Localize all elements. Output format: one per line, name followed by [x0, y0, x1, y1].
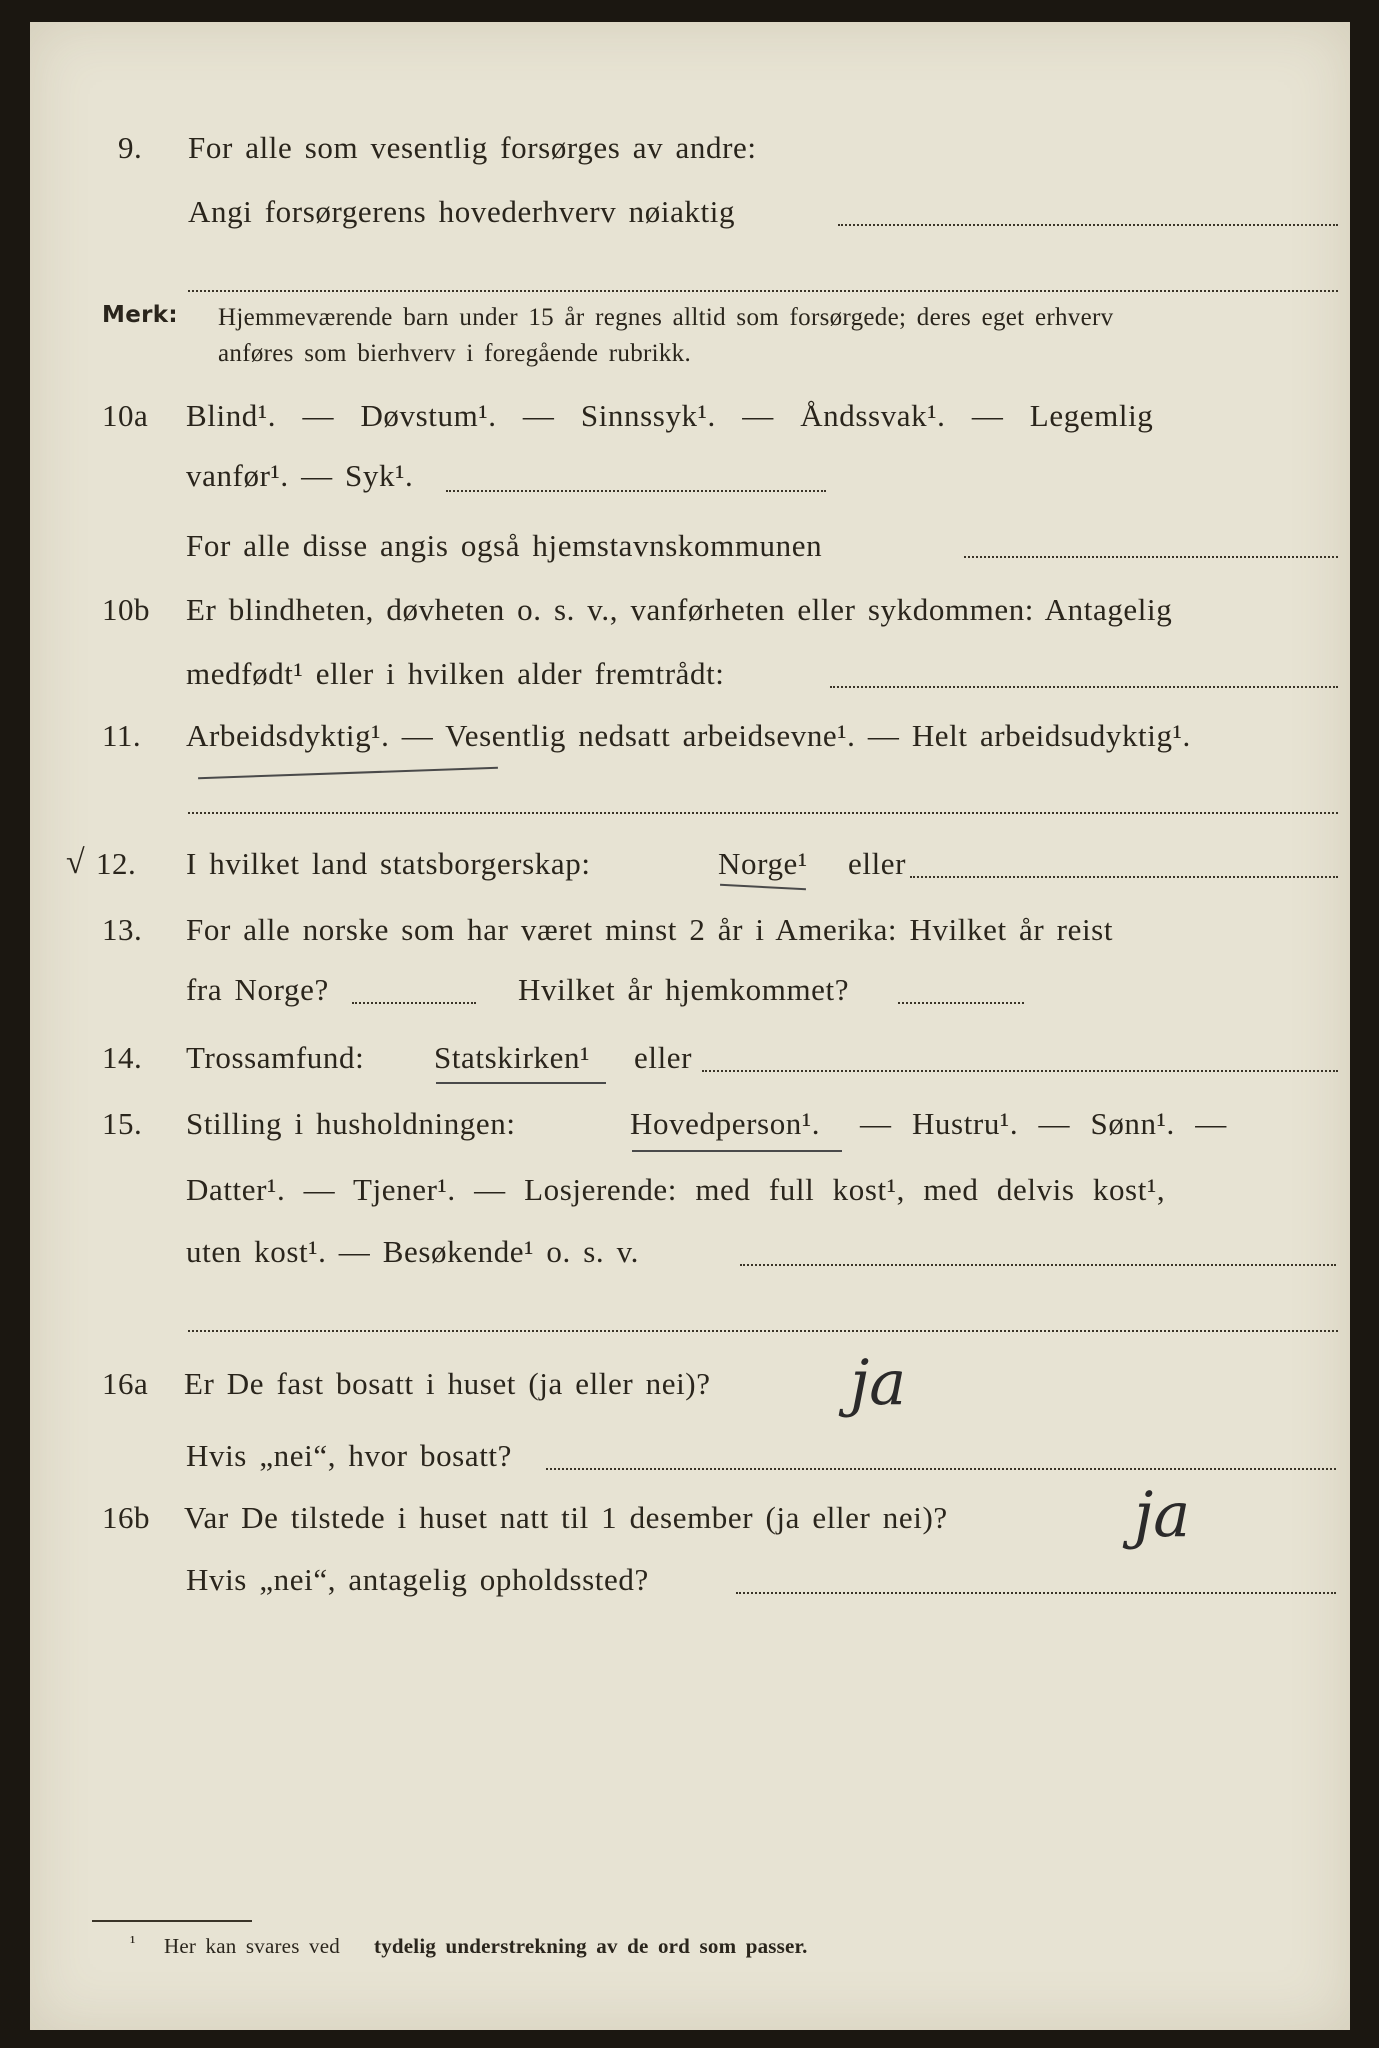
q15-label: Stilling i husholdningen: — [186, 1106, 516, 1141]
q10a-answer-line[interactable] — [446, 490, 826, 492]
q10a-number: 10a — [102, 398, 149, 433]
q16a-line1: Er De fast bosatt i huset (ja eller nei)? — [184, 1366, 711, 1401]
q13-line2a: fra Norge? — [186, 972, 329, 1007]
q15-rest1: — Hustru¹. — Sønn¹. — — [860, 1106, 1227, 1141]
footnote-rule — [92, 1920, 252, 1922]
q9-number: 9. — [118, 130, 143, 165]
q15-line3: uten kost¹. — Besøkende¹ o. s. v. — [186, 1234, 640, 1269]
q14-statskirken: Statskirken¹ — [434, 1040, 590, 1075]
q12-norge: Norge¹ — [718, 846, 808, 881]
merk-label: Merk: — [102, 302, 178, 328]
q11-number: 11. — [102, 718, 142, 753]
q16a-handwritten-answer[interactable]: ja — [850, 1346, 907, 1419]
q10a-line2: vanfør¹. — Syk¹. — [186, 458, 414, 493]
q10a-line1: Blind¹. — Døvstum¹. — Sinnssyk¹. — Åndssvak¹. — Legemlig — [186, 398, 1154, 433]
q14-answer-line[interactable] — [702, 1070, 1338, 1072]
q16b-line1: Var De tilstede i huset natt til 1 desember (ja eller nei)? — [184, 1500, 948, 1535]
q12-answer-line[interactable] — [910, 876, 1338, 878]
q10b-answer-line[interactable] — [830, 686, 1338, 688]
q11-pencil-underline — [198, 767, 498, 779]
q15-line2: Datter¹. — Tjener¹. — Losjerende: med full kost¹, med delvis kost¹, — [186, 1172, 1166, 1207]
q13-hjemkommet-line[interactable] — [898, 1002, 1024, 1004]
q10b-number: 10b — [102, 592, 150, 627]
merk-line2: anføres som bierhverv i foregående rubrikk. — [218, 340, 692, 367]
q13-reist-line[interactable] — [352, 1002, 476, 1004]
q16b-line2: Hvis „nei“, antagelig opholdssted? — [186, 1562, 649, 1597]
q14-label: Trossamfund: — [186, 1040, 365, 1075]
q12-check-mark: √ — [66, 844, 85, 881]
q15-hovedperson: Hovedperson¹. — [630, 1106, 821, 1141]
q9-answer-line[interactable] — [838, 224, 1338, 226]
footnote-mark: ¹ — [130, 1932, 136, 1952]
q9-line1: For alle som vesentlig forsørges av andre: — [188, 130, 757, 165]
q13-line1: For alle norske som har været minst 2 år i Amerika: Hvilket år reist — [186, 912, 1114, 947]
q15-number: 15. — [102, 1106, 143, 1141]
q11-line1: Arbeidsdyktig¹. — Vesentlig nedsatt arbeidsevne¹. — Helt arbeidsudyktig¹. — [186, 718, 1191, 753]
q15-answer-line[interactable] — [740, 1264, 1336, 1266]
footnote-bold-text: tydelig understrekning av de ord som passer. — [374, 1934, 808, 1958]
q12-eller: eller — [848, 846, 907, 881]
q10b-line2: medfødt¹ eller i hvilken alder fremtrådt: — [186, 656, 725, 691]
q9-extra-line[interactable] — [188, 290, 1338, 292]
q9-line2: Angi forsørgerens hovederhverv nøiaktig — [188, 194, 736, 229]
q13-line2b: Hvilket år hjemkommet? — [518, 972, 850, 1007]
q11-extra-line[interactable] — [188, 812, 1338, 814]
q14-number: 14. — [102, 1040, 143, 1075]
q12-number: 12. — [96, 846, 137, 881]
q16a-line2: Hvis „nei“, hvor bosatt? — [186, 1438, 512, 1473]
q16b-number: 16b — [102, 1500, 150, 1535]
q15-underline — [632, 1150, 842, 1152]
q10a-line3: For alle disse angis også hjemstavnskommunen — [186, 528, 823, 563]
footnote-text: Her kan svares ved — [164, 1934, 340, 1958]
q12-norge-underline — [720, 884, 806, 890]
q15-extra-line[interactable] — [188, 1330, 1338, 1332]
form-page — [30, 22, 1350, 2030]
q13-number: 13. — [102, 912, 143, 947]
q16a-number: 16a — [102, 1366, 149, 1401]
q16a-bosatt-line[interactable] — [546, 1468, 1336, 1470]
q16b-opholdssted-line[interactable] — [736, 1592, 1336, 1594]
q14-underline — [436, 1082, 606, 1084]
q14-eller: eller — [634, 1040, 693, 1075]
merk-line1: Hjemmeværende barn under 15 år regnes alltid som forsørgede; deres eget erhverv — [218, 304, 1114, 331]
q10b-line1: Er blindheten, døvheten o. s. v., vanførheten eller sykdommen: Antagelig — [186, 592, 1173, 627]
q10a-kommune-line[interactable] — [964, 556, 1338, 558]
q16b-handwritten-answer[interactable]: ja — [1134, 1478, 1191, 1551]
q12-label: I hvilket land statsborgerskap: — [186, 846, 591, 881]
